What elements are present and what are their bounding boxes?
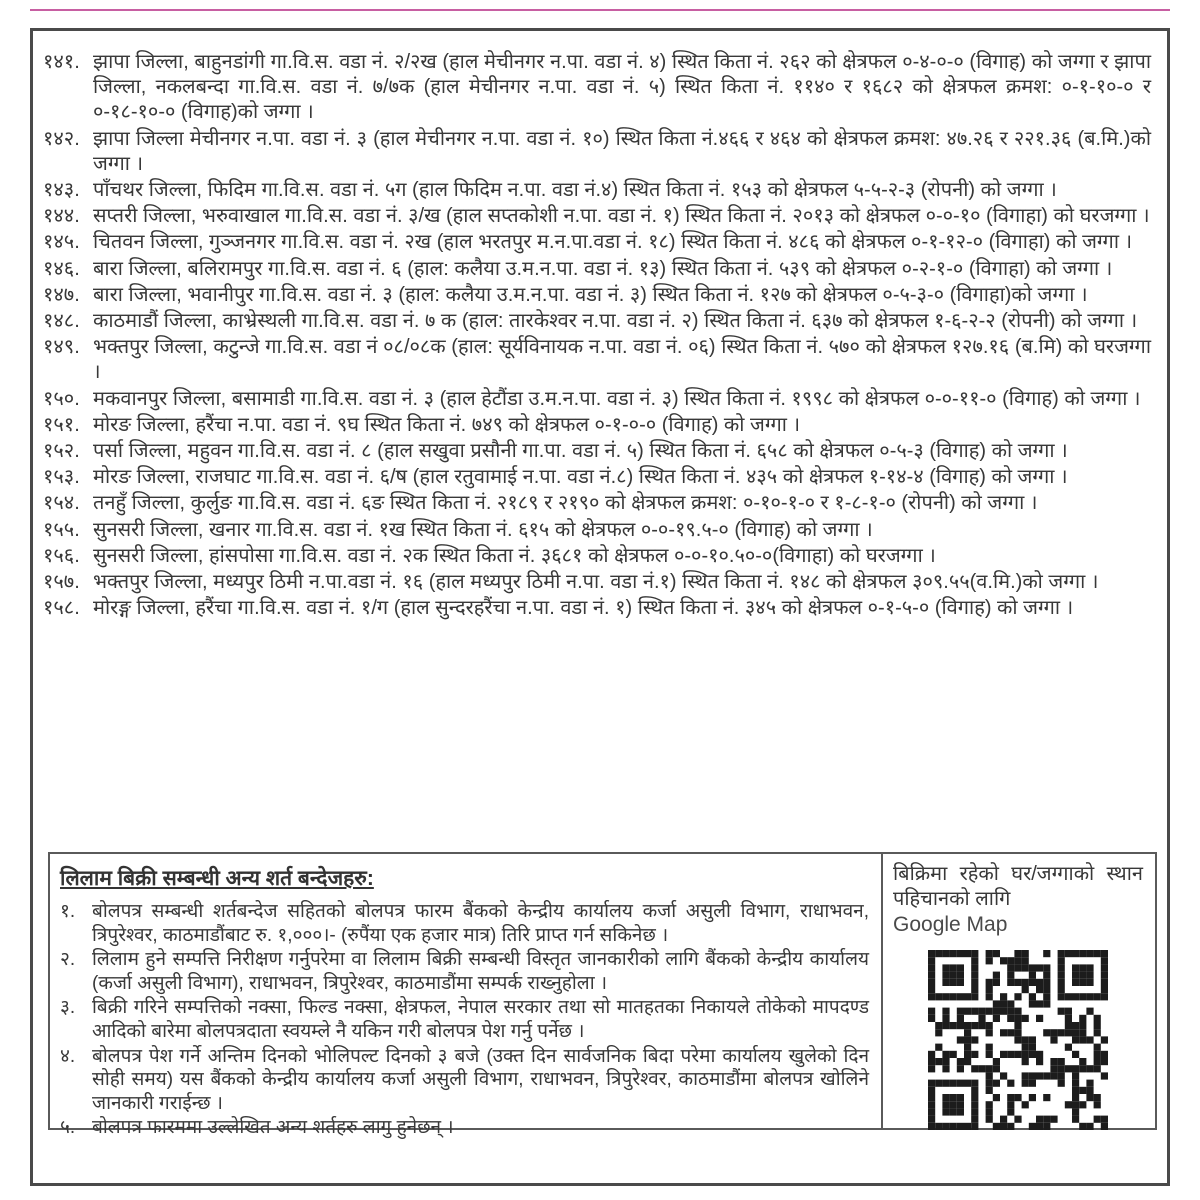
item-number: २. (60, 949, 76, 971)
item-number: १५२. (43, 440, 80, 463)
item-number: १५३. (43, 466, 80, 489)
qr-caption: बिक्रिमा रहेको घर/जग्गाको स्थान पहिचानको लागि (893, 863, 1143, 910)
item-number: १. (60, 901, 76, 922)
listing-item (43, 596, 1153, 621)
listing-item (43, 465, 1153, 490)
listing-item (43, 230, 1153, 255)
item-number: १५१. (43, 413, 80, 436)
terms-list (58, 900, 871, 1140)
top-accent-rule (30, 9, 1170, 11)
listing-item (43, 570, 1153, 595)
item-text: पाँचथर जिल्ला, फिदिम गा.वि.स. वडा नं. ५ग (हाल फिदिम न.पा. वडा नं.४) स्थित किता नं. १५३ को क्षेत्रफल ५-५-२-३ (रोपनी) को जग्गा । (93, 179, 1057, 202)
item-text: मोरङ्ग जिल्ला, हरैंचा गा.वि.स. वडा नं. १/ग (हाल सुन्दरहरैंचा न.पा. वडा नं. १) स्थित किता नं. ३४५ को क्षेत्रफल ०-१-५-० (विगाह) को जग्गा । (93, 597, 1074, 620)
item-number: १५७. (43, 571, 80, 594)
item-number: १५०. (43, 387, 80, 410)
item-text: बोलपत्र फारममा उल्लेखित अन्य शर्तहरु लागु हुनेछन् । (92, 1117, 454, 1139)
item-number: १४१. (43, 51, 80, 73)
item-number: १४२. (43, 127, 80, 150)
item-number: १४४. (43, 205, 80, 228)
item-text: तनहुँ जिल्ला, कुर्लुङ गा.वि.स. वडा नं. ६ङ स्थित किता नं. २१८९ र २१९० को क्षेत्रफल क्रमश: ०-१०-१-० र १-८-१-० (रोपनी) को जग्गा । (93, 492, 1038, 515)
listing-item (43, 283, 1153, 308)
item-number: १४७. (43, 283, 80, 306)
item-text: भक्तपुर जिल्ला, कटुन्जे गा.वि.स. वडा नं ०८/०८क (हाल: सूर्यविनायक न.पा. वडा नं. ०६) स्थित किता नं. ५७० को क्षेत्रफल १२७.१६ (ब.मि) को घरजग्गा । (93, 336, 1151, 384)
item-text: सप्तरी जिल्ला, भरुवाखाल गा.वि.स. वडा नं. ३/ख (हाल सप्तकोशी न.पा. वडा नं. १) स्थित किता नं. २०१३ को क्षेत्रफल ०-०-१० (विगाहा) को घरजग्गा । (93, 205, 1150, 228)
item-number: १४३. (43, 179, 80, 202)
item-text: झापा जिल्ला, बाहुनडांगी गा.वि.स. वडा नं. २/२ख (हाल मेचीनगर न.पा. वडा नं. ४) स्थित किता नं. २६२ को क्षेत्रफल ०-४-०-० (विगाह) को जग्गा र झापा जिल्ला, नकलबन्दा गा.वि.स. वडा नं. ७/७क (हाल मेचीनगर न.पा. वडा नं. ५) स्थित किता नं. ११४० र १६८२ को क्षेत्रफल क्रमश: ०-१-१०-० र ०-१८-१०-० (विगाह)को जग्गा । (93, 51, 1152, 124)
listing-item (43, 439, 1153, 464)
qr-code-icon (928, 950, 1108, 1130)
item-text: काठमाडौं जिल्ला, काभ्रेस्थली गा.वि.स. वडा नं. ७ क (हाल: तारकेश्वर न.पा. वडा नं. २) स्थित किता नं. ६३७ को क्षेत्रफल १-६-२-२ (रोपनी) को जग्गा । (93, 310, 1138, 333)
item-text: झापा जिल्ला मेचीनगर न.पा. वडा नं. ३ (हाल मेचीनगर न.पा. वडा नं. १०) स्थित किता नं.४६६ र ४६४ को क्षेत्रफल क्रमश: ४७.२६ र २२१.३६ (ब.मि.)को जग्गा । (93, 127, 1151, 175)
condition-item (58, 900, 871, 947)
item-text: सुनसरी जिल्ला, खनार गा.वि.स. वडा नं. १ख स्थित किता नं. ६१५ को क्षेत्रफल ०-०-१९.५-० (विगाह) को जग्गा । (93, 518, 873, 541)
listing-item (43, 491, 1153, 516)
item-number: १५८. (43, 597, 80, 620)
condition-item (58, 1045, 871, 1116)
listing-item (43, 387, 1153, 412)
item-number: १५६. (43, 544, 80, 567)
qr-caption-google-map: Google Map (893, 913, 1008, 936)
item-number: १४६. (43, 257, 80, 280)
terms-panel (50, 854, 883, 1139)
item-number: ३. (60, 997, 76, 1019)
listing-item (43, 309, 1153, 334)
item-text: बोलपत्र पेश गर्ने अन्तिम दिनको भोलिपल्ट दिनको ३ बजे (उक्त दिन सार्वजनिक बिदा परेमा कार्यालय खुलेको दिन सोही समय) यस बैंकको केन्द्रीय कार्यालय कर्जा असुली विभाग, राधाभवन, त्रिपुरेश्वर, काठमाडौंमा बोलपत्र खोलिने जानकारी गराईन्छ । (92, 1045, 869, 1114)
item-number: ४. (60, 1045, 76, 1067)
listing-item (43, 204, 1153, 229)
item-text: बारा जिल्ला, बलिरामपुर गा.वि.स. वडा नं. ६ (हाल: कलैया उ.म.न.पा. वडा नं. १३) स्थित किता नं. ५३९ को क्षेत्रफल ०-२-१-० (विगाहा) को जग्गा । (93, 257, 1113, 280)
listing-item (43, 335, 1153, 385)
listing-item (43, 50, 1153, 126)
listing-item (43, 544, 1153, 569)
condition-item (58, 1116, 871, 1140)
item-text: पर्सा जिल्ला, महुवन गा.वि.स. वडा नं. ८ (हाल सखुवा प्रसौनी गा.पा. वडा नं. ५) स्थित किता नं. ६५८ को क्षेत्रफल ०-५-३ (विगाह) को जग्गा । (93, 440, 1068, 463)
terms-heading: लिलाम बिक्री सम्बन्धी अन्य शर्त बन्देजहरु: (60, 867, 374, 890)
item-text: मोरङ जिल्ला, राजघाट गा.वि.स. वडा नं. ६/ष (हाल रतुवामाई न.पा. वडा नं.८) स्थित किता नं. ४३५ को क्षेत्रफल १-१४-४ (विगाह) को जग्गा । (93, 466, 1068, 489)
property-listings (43, 50, 1153, 621)
item-text: बारा जिल्ला, भवानीपुर गा.वि.स. वडा नं. ३ (हाल: कलैया उ.म.न.पा. वडा नं. ३) स्थित किता नं. १२७ को क्षेत्रफल ०-५-३-० (विगाहा)को जग्गा । (93, 283, 1088, 306)
listing-item (43, 413, 1153, 438)
item-text: लिलाम हुने सम्पत्ति निरीक्षण गर्नुपरेमा वा लिलाम बिक्री सम्बन्धी विस्तृत जानकारीको लागि बैंकको केन्द्रीय कार्यालय (कर्जा असुली विभाग), राधाभवन, त्रिपुरेश्वर, काठमाडौंमा सम्पर्क राख्नुहोला । (92, 949, 869, 994)
item-text: बोलपत्र सम्बन्धी शर्तबन्देज सहितको बोलपत्र फारम बैंकको केन्द्रीय कार्यालय कर्जा असुली विभाग, राधाभवन, त्रिपुरेश्वर, काठमाडौंबाट रु. १,०००।- (रुपैंया एक हजार मात्र) तिरि प्राप्त गर्न सकिनेछ । (92, 901, 869, 946)
item-number: ५. (60, 1117, 76, 1139)
listing-item (43, 518, 1153, 543)
item-number: १४९. (43, 336, 80, 359)
listing-item (43, 257, 1153, 282)
item-number: १४८. (43, 310, 80, 333)
listing-item (43, 127, 1153, 177)
item-text: बिक्री गरिने सम्पत्तिको नक्सा, फिल्ड नक्सा, क्षेत्रफल, नेपाल सरकार तथा सो मातहतका निकायले तोकेको मापदण्ड आदिको बारेमा बोलपत्रदाता स्वयम्ले नै यकिन गरी बोलपत्र पेश गर्नु पर्नेछ । (92, 997, 869, 1042)
item-text: मकवानपुर जिल्ला, बसामाडी गा.वि.स. वडा नं. ३ (हाल हेटौंडा उ.म.न.पा. वडा नं. ३) स्थित किता नं. १९९८ को क्षेत्रफल ०-०-११-० (विगाह) को जग्गा । (93, 387, 1141, 410)
terms-section (48, 852, 1157, 1139)
item-text: सुनसरी जिल्ला, हांसपोसा गा.वि.स. वडा नं. २क स्थित किता नं. ३६८१ को क्षेत्रफल ०-०-१०.५०-०(विगाहा) को घरजग्गा । (93, 544, 936, 567)
item-text: चितवन जिल्ला, गुञ्जनगर गा.वि.स. वडा नं. २ख (हाल भरतपुर म.न.पा.वडा नं. १८) स्थित किता नं. ४८६ को क्षेत्रफल ०-१-१२-० (विगाहा) को जग्गा । (93, 231, 1133, 254)
condition-item (58, 948, 871, 995)
item-number: १४५. (43, 231, 80, 254)
item-text: मोरङ जिल्ला, हरैंचा न.पा. वडा नं. ९घ स्थित किता नं. ७४९ को क्षेत्रफल ०-१-०-० (विगाह) को जग्गा । (93, 413, 801, 436)
item-number: १५५. (43, 518, 80, 541)
listing-item (43, 178, 1153, 203)
item-text: भक्तपुर जिल्ला, मध्यपुर ठिमी न.पा.वडा नं. १६ (हाल मध्यपुर ठिमी न.पा. वडा नं.१) स्थित किता नं. १४८ को क्षेत्रफल ३०९.५५(व.मि.)को जग्गा । (93, 571, 1099, 594)
item-number: १५४. (43, 492, 80, 515)
qr-panel (883, 854, 1155, 1128)
notice-border-box (30, 28, 1170, 1186)
condition-item (58, 996, 871, 1043)
